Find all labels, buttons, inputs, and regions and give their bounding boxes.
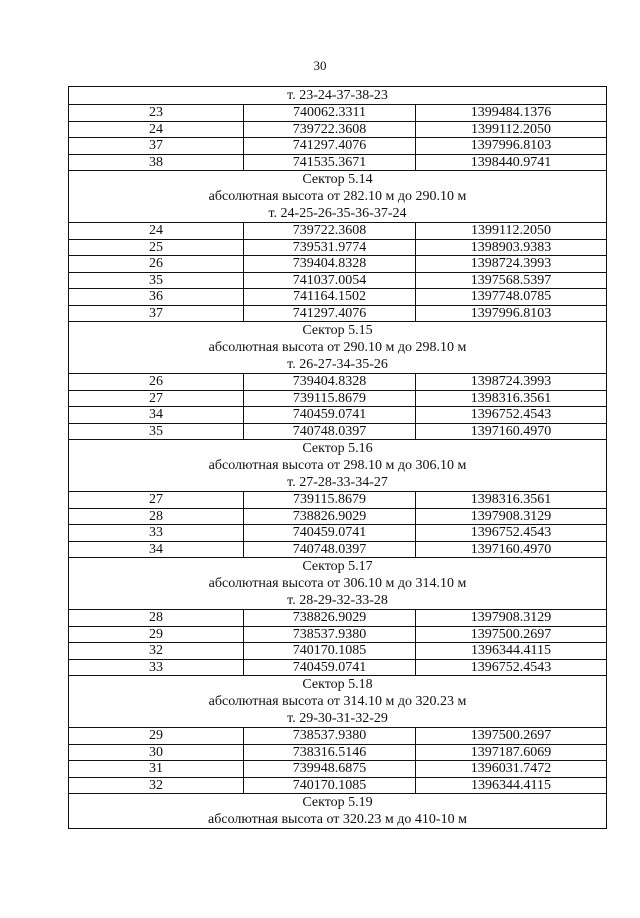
- coord-y: 1397500.2697: [416, 626, 607, 643]
- coord-x: 741297.4076: [244, 138, 416, 155]
- coord-y: 1396752.4543: [416, 659, 607, 676]
- sector-header-row: [69, 676, 607, 728]
- coord-x: 739115.8679: [244, 492, 416, 509]
- sector-header: [69, 794, 607, 829]
- coord-y: 1398903.9383: [416, 239, 607, 256]
- table-row: [69, 541, 607, 558]
- point-number: 36: [69, 289, 244, 306]
- sector-points: т. 28-29-32-33-28: [287, 593, 388, 608]
- point-number: 37: [69, 305, 244, 322]
- sector-points: т. 24-25-26-35-36-37-24: [268, 206, 407, 221]
- coord-x: 738826.9029: [244, 508, 416, 525]
- point-number: 32: [69, 643, 244, 660]
- coord-x: 740459.0741: [244, 525, 416, 542]
- sector-header-row: [69, 558, 607, 610]
- coord-y: 1397160.4970: [416, 541, 607, 558]
- sector-title: Сектор 5.15: [302, 323, 373, 338]
- coord-y: 1399112.2050: [416, 121, 607, 138]
- page-number: 30: [313, 58, 327, 73]
- table-row: [69, 305, 607, 322]
- coord-y: 1396344.4115: [416, 777, 607, 794]
- table-row: [69, 659, 607, 676]
- point-number: 23: [69, 105, 244, 122]
- point-number: 35: [69, 272, 244, 289]
- coord-x: 738537.9380: [244, 728, 416, 745]
- table-row: [69, 492, 607, 509]
- coord-y: 1396344.4115: [416, 643, 607, 660]
- table-row: [69, 643, 607, 660]
- coord-y: 1398440.9741: [416, 154, 607, 171]
- coord-x: 740748.0397: [244, 423, 416, 440]
- coord-y: 1397748.0785: [416, 289, 607, 306]
- sector-title: Сектор 5.16: [302, 441, 373, 456]
- point-number: 27: [69, 390, 244, 407]
- coord-x: 740062.3311: [244, 105, 416, 122]
- point-number: 24: [69, 223, 244, 240]
- table-row: [69, 777, 607, 794]
- coord-y: 1396752.4543: [416, 407, 607, 424]
- point-number: 26: [69, 256, 244, 273]
- point-number: 33: [69, 525, 244, 542]
- sector-header-row: [69, 440, 607, 492]
- table-row: [69, 289, 607, 306]
- coord-x: 741535.3671: [244, 154, 416, 171]
- sector-altitude: абсолютная высота от 282.10 м до 290.10 м: [208, 189, 467, 204]
- point-number: 26: [69, 374, 244, 391]
- coord-x: 739404.8328: [244, 374, 416, 391]
- sector-header: [69, 87, 607, 105]
- table-row: [69, 272, 607, 289]
- sector-points: т. 26-27-34-35-26: [287, 357, 388, 372]
- coord-x: 738316.5146: [244, 744, 416, 761]
- point-number: 34: [69, 407, 244, 424]
- sector-header: [69, 676, 607, 728]
- coord-x: 738537.9380: [244, 626, 416, 643]
- coord-x: 739531.9774: [244, 239, 416, 256]
- coord-y: 1396752.4543: [416, 525, 607, 542]
- point-number: 35: [69, 423, 244, 440]
- table-row: [69, 138, 607, 155]
- table-row: [69, 626, 607, 643]
- table-row: [69, 121, 607, 138]
- table-row: [69, 239, 607, 256]
- table-row: [69, 105, 607, 122]
- table-row: [69, 744, 607, 761]
- coord-y: 1397908.3129: [416, 610, 607, 627]
- sector-title: Сектор 5.17: [302, 559, 373, 574]
- table-row: [69, 761, 607, 778]
- table-row: [69, 728, 607, 745]
- sector-title: Сектор 5.14: [302, 172, 373, 187]
- coord-y: 1397187.6069: [416, 744, 607, 761]
- point-number: 24: [69, 121, 244, 138]
- sector-header: [69, 558, 607, 610]
- sector-header-row: [69, 794, 607, 829]
- table-row: [69, 154, 607, 171]
- table-row: [69, 374, 607, 391]
- sector-title: Сектор 5.19: [302, 795, 373, 810]
- coord-x: 740170.1085: [244, 777, 416, 794]
- coord-y: 1397996.8103: [416, 305, 607, 322]
- point-number: 34: [69, 541, 244, 558]
- point-number: 28: [69, 508, 244, 525]
- coord-y: 1397908.3129: [416, 508, 607, 525]
- table-row: [69, 256, 607, 273]
- coord-x: 740748.0397: [244, 541, 416, 558]
- coord-y: 1397996.8103: [416, 138, 607, 155]
- point-number: 25: [69, 239, 244, 256]
- sector-header-row: [69, 171, 607, 223]
- sector-header: [69, 440, 607, 492]
- table-row: [69, 407, 607, 424]
- sector-header-row: [69, 87, 607, 105]
- point-number: 29: [69, 626, 244, 643]
- coord-y: 1398724.3993: [416, 256, 607, 273]
- coord-x: 741297.4076: [244, 305, 416, 322]
- sector-altitude: абсолютная высота от 298.10 м до 306.10 м: [208, 458, 467, 473]
- coord-x: 739722.3608: [244, 121, 416, 138]
- coordinates-table: [68, 86, 607, 829]
- point-number: 37: [69, 138, 244, 155]
- coord-x: 740170.1085: [244, 643, 416, 660]
- point-number: 29: [69, 728, 244, 745]
- sector-points: т. 23-24-37-38-23: [287, 88, 388, 103]
- coord-x: 739115.8679: [244, 390, 416, 407]
- sector-altitude: абсолютная высота от 320.23 м до 410-10 м: [208, 812, 467, 827]
- coord-y: 1397568.5397: [416, 272, 607, 289]
- coord-x: 739948.6875: [244, 761, 416, 778]
- sector-altitude: абсолютная высота от 314.10 м до 320.23 м: [208, 694, 467, 709]
- table-row: [69, 390, 607, 407]
- sector-header: [69, 322, 607, 374]
- coord-x: 741037.0054: [244, 272, 416, 289]
- table-row: [69, 223, 607, 240]
- point-number: 33: [69, 659, 244, 676]
- point-number: 38: [69, 154, 244, 171]
- coord-x: 741164.1502: [244, 289, 416, 306]
- table-row: [69, 508, 607, 525]
- coord-y: 1399484.1376: [416, 105, 607, 122]
- table-row: [69, 610, 607, 627]
- sector-header: [69, 171, 607, 223]
- sector-header-row: [69, 322, 607, 374]
- sector-altitude: абсолютная высота от 290.10 м до 298.10 м: [208, 340, 467, 355]
- table-row: [69, 525, 607, 542]
- coord-y: 1397500.2697: [416, 728, 607, 745]
- sector-altitude: абсолютная высота от 306.10 м до 314.10 м: [208, 576, 467, 591]
- coord-x: 740459.0741: [244, 659, 416, 676]
- table-row: [69, 423, 607, 440]
- coord-y: 1399112.2050: [416, 223, 607, 240]
- sector-points: т. 27-28-33-34-27: [287, 475, 388, 490]
- coord-y: 1398316.3561: [416, 390, 607, 407]
- point-number: 31: [69, 761, 244, 778]
- point-number: 30: [69, 744, 244, 761]
- coord-x: 740459.0741: [244, 407, 416, 424]
- coord-x: 738826.9029: [244, 610, 416, 627]
- coord-y: 1398316.3561: [416, 492, 607, 509]
- coord-x: 739722.3608: [244, 223, 416, 240]
- coord-y: 1398724.3993: [416, 374, 607, 391]
- coord-y: 1397160.4970: [416, 423, 607, 440]
- point-number: 27: [69, 492, 244, 509]
- coord-y: 1396031.7472: [416, 761, 607, 778]
- sector-title: Сектор 5.18: [302, 677, 373, 692]
- coord-x: 739404.8328: [244, 256, 416, 273]
- point-number: 32: [69, 777, 244, 794]
- sector-points: т. 29-30-31-32-29: [287, 711, 388, 726]
- point-number: 28: [69, 610, 244, 627]
